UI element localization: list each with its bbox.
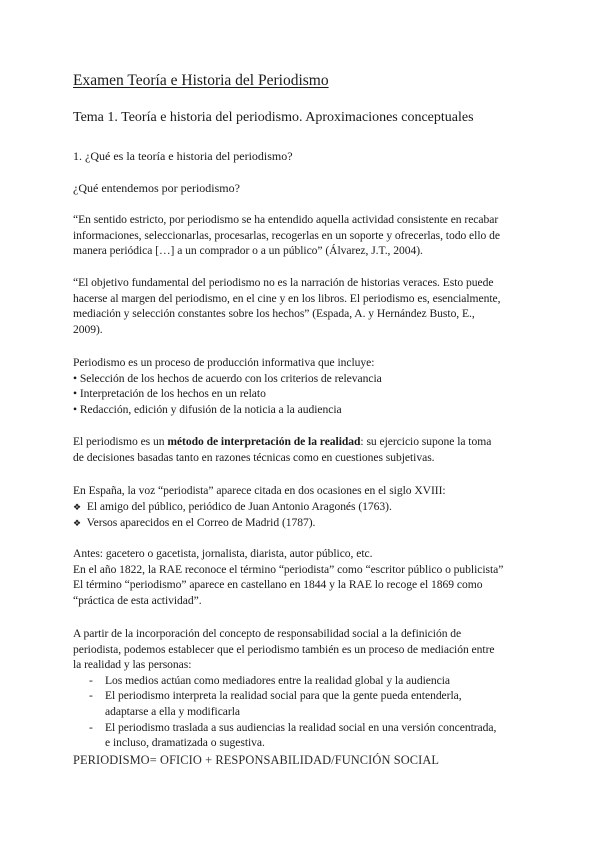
- responsibility-section: [73, 626, 513, 751]
- method-text-before: El periodismo es un: [73, 435, 168, 448]
- method-paragraph: [73, 434, 513, 465]
- spain-section: [73, 483, 513, 532]
- method-text-after: : su ejercicio supone la toma: [360, 435, 492, 448]
- list-item-text: e incluso, dramatizada o sugestiva.: [105, 736, 265, 750]
- quote-espada: [73, 275, 513, 337]
- diamond-bullet-icon: ❖: [73, 501, 82, 512]
- history-line: En el año 1822, la RAE reconoce el término “periodista” como “escritor público o publicista”: [73, 562, 504, 576]
- quote-espada-line: 2009).: [73, 322, 103, 336]
- formula-line: PERIODISMO= OFICIO + RESPONSABILIDAD/FUNCIÓN SOCIAL: [73, 753, 440, 767]
- spain-intro: En España, la voz “periodista” aparece citada en dos ocasiones en el siglo XVIII:: [73, 484, 446, 497]
- list-item-text: adaptarse a ella y modificarla: [105, 704, 240, 718]
- dash-marker: -: [89, 673, 93, 687]
- quote-espada-line: “El objetivo fundamental del periodismo no es la narración de historias veraces. Esto puede: [73, 276, 494, 289]
- method-bold-text: método de interpretación de la realidad: [167, 435, 361, 448]
- dash-marker: -: [89, 689, 93, 703]
- quote-alvarez: [73, 212, 513, 259]
- responsibility-intro-line: A partir de la incorporación del concepto de responsabilidad social a la definición de: [73, 627, 462, 640]
- process-item: • Interpretación de los hechos en un relato: [73, 387, 266, 401]
- spain-item-text: El amigo del público, periódico de Juan Antonio Aragonés (1763).: [86, 499, 392, 513]
- process-item: • Selección de los hechos de acuerdo con los criterios de relevancia: [73, 371, 382, 385]
- document-title: Examen Teoría e Historia del Periodismo: [73, 72, 329, 89]
- list-item-text: Los medios actúan como mediadores entre la realidad global y la audiencia: [105, 673, 450, 687]
- method-line-2: de decisiones basadas tanto en razones técnicas como en cuestiones subjetivas.: [73, 450, 435, 464]
- quote-espada-line: mediación y selección constantes sobre los hechos” (Espada, A. y Hernández Busto, E.,: [73, 307, 475, 321]
- list-item: [73, 720, 513, 751]
- quote-alvarez-line: informaciones, seleccionarlas, procesarlas, recogerlas en un soporte y ofrecerlas, todo ello de: [73, 228, 500, 242]
- responsibility-intro-line: periodista, podemos establecer que el periodismo también es un proceso de mediación entre: [73, 642, 495, 656]
- spain-item: [73, 499, 513, 516]
- responsibility-list: [73, 673, 513, 751]
- process-section: [73, 355, 513, 417]
- question-1: 1. ¿Qué es la teoría e historia del periodismo?: [73, 149, 293, 163]
- history-section: [73, 546, 513, 608]
- process-item: • Redacción, edición y difusión de la noticia a la audiencia: [73, 402, 342, 416]
- list-item-text: El periodismo interpreta la realidad social para que la gente pueda entenderla,: [105, 689, 462, 703]
- list-item: [73, 673, 513, 689]
- diamond-bullet-icon: ❖: [73, 518, 82, 529]
- quote-alvarez-line: “En sentido estricto, por periodismo se ha entendido aquella actividad consistente en recabar: [73, 213, 499, 226]
- history-line: Antes: gacetero o gacetista, jornalista, diarista, autor público, etc.: [73, 547, 373, 560]
- process-intro: Periodismo es un proceso de producción informativa que incluye:: [73, 356, 375, 369]
- tema-heading: Tema 1. Teoría e historia del periodismo. Aproximaciones conceptuales: [73, 110, 474, 125]
- list-item-text: El periodismo traslada a sus audiencias la realidad social en una versión concentrada,: [105, 720, 497, 734]
- spain-item-text: Versos aparecidos en el Correo de Madrid (1787).: [86, 516, 316, 530]
- quote-espada-line: hacerse al margen del periodismo, en el cine y en los libros. El periodismo es, esencialmente,: [73, 291, 501, 305]
- method-line-1: [73, 434, 513, 450]
- list-item: [73, 688, 513, 719]
- question-2: ¿Qué entendemos por periodismo?: [73, 181, 240, 195]
- responsibility-intro-line: la realidad y las personas:: [73, 658, 192, 672]
- spain-item: [73, 515, 513, 532]
- history-line: El término “periodismo” aparece en castellano en 1844 y la RAE lo recoge el 1869 como: [73, 578, 483, 592]
- history-line: “práctica de esta actividad”.: [73, 593, 202, 607]
- dash-marker: -: [89, 720, 93, 734]
- quote-alvarez-line: manera periódica […] a un comprador o a un público” (Álvarez, J.T., 2004).: [73, 244, 423, 258]
